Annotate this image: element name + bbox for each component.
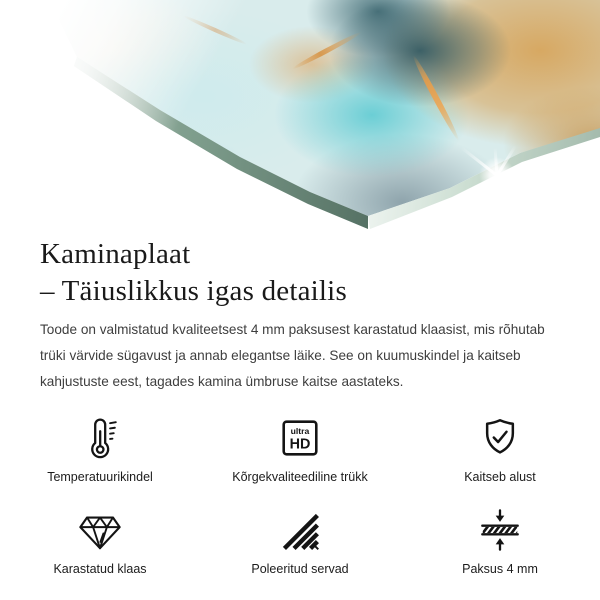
feature-temperature [0, 411, 200, 485]
feature-grid [0, 411, 600, 577]
gold-vein [291, 30, 362, 71]
feature-thickness [400, 503, 600, 577]
shield-check-icon [477, 411, 523, 461]
product-photo [0, 0, 600, 230]
gold-vein [411, 54, 461, 142]
thickness-icon [477, 503, 523, 553]
feature-label: Temperatuurikindel [47, 470, 153, 484]
polished-edges-icon [278, 503, 322, 553]
feature-print-quality [200, 411, 400, 485]
diamond-icon [77, 503, 123, 553]
feature-label: Poleeritud servad [251, 562, 349, 576]
title-line-1: Kaminaplaat [40, 238, 191, 270]
thermometer-icon [77, 411, 123, 461]
feature-label: Kaitseb alust [464, 470, 536, 484]
feature-label: Kõrgekvaliteediline trükk [232, 470, 368, 484]
feature-label: Paksus 4 mm [462, 562, 538, 576]
svg-text:HD: HD [289, 436, 311, 453]
title-line-2: – Täiuslikkus igas detailis [40, 275, 347, 307]
ultra-hd-icon [277, 411, 323, 461]
description-block [0, 230, 600, 577]
feature-tempered-glass [0, 503, 200, 577]
feature-protects-base [400, 411, 600, 485]
gold-vein [182, 14, 248, 46]
feature-label: Karastatud klaas [53, 562, 147, 576]
svg-text:ultra: ultra [290, 426, 310, 437]
page-title [40, 236, 560, 310]
product-description: Toode on valmistatud kvaliteetsest 4 mm paksusest karastatud klaasist, mis rõhutab trüki värvide sügavust ja annab elegantse läike. See on kuumuskindel ja kaitseb kahjustuste eest, tagades kamina ümbruse kaitse aastateks. [40, 322, 545, 389]
feature-polished-edges [200, 503, 400, 577]
